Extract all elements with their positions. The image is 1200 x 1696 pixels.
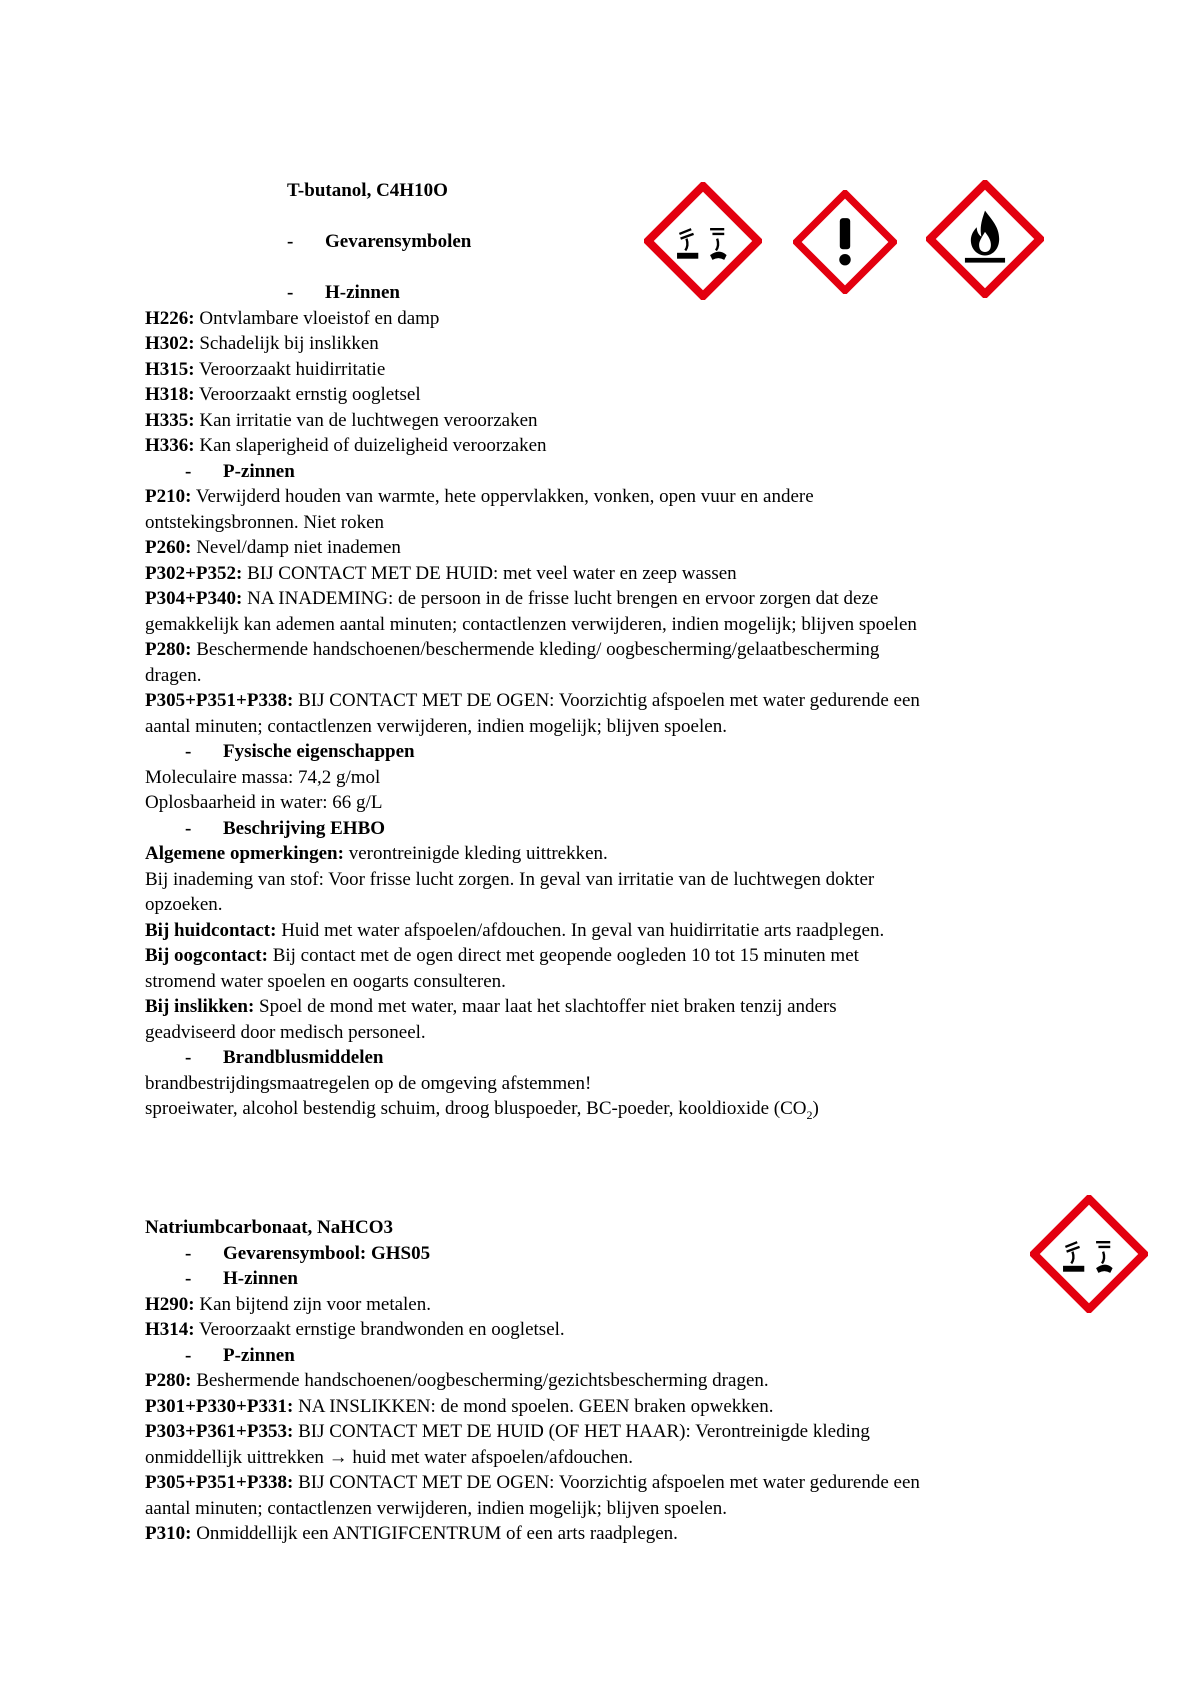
p-statement: P303+P361+P353: BIJ CONTACT MET DE HUID (OF HET HAAR): Verontreinigde kleding xyxy=(145,1421,870,1442)
p-statement: P305+P351+P338: BIJ CONTACT MET DE OGEN: Voorzichtig afspoelen met water gedurende een xyxy=(145,1472,920,1493)
arrow-right-icon: → xyxy=(328,1446,348,1468)
p-statement-cont: dragen. xyxy=(145,664,202,686)
section-natriumbcarbonaat xyxy=(145,1215,1085,1547)
bullet-heading-symbol: - Gevarensymbool: GHS05 xyxy=(185,1242,431,1264)
h-statement: H335: Kan irritatie van de luchtwegen veroorzaken xyxy=(145,409,538,431)
p-statement: P210: Verwijderd houden van warmte, hete oppervlakken, vonken, open vuur en andere xyxy=(145,486,814,507)
p-statement-cont: aantal minuten; contactlenzen verwijderen, indien mogelijk; blijven spoelen. xyxy=(145,1497,727,1519)
ehbo-inhalation-cont: opzoeken. xyxy=(145,894,223,915)
h-statement: H315: Veroorzaakt huidirritatie xyxy=(145,358,386,380)
p-statement: P280: Beschermende handschoenen/beschermende kleding/ oogbescherming/gelaatbescherming xyxy=(145,639,880,660)
ehbo-skin: Bij huidcontact: Huid met water afspoelen/afdouchen. In geval van huidirritatie arts raadplegen. xyxy=(145,919,885,941)
p-statement-cont: onmiddellijk uittrekken → huid met water afspoelen/afdouchen. xyxy=(145,1446,634,1468)
p-statement: P310: Onmiddellijk een ANTIGIFCENTRUM of een arts raadplegen. xyxy=(145,1523,678,1544)
fire-line: brandbestrijdingsmaatregelen op de omgeving afstemmen! xyxy=(145,1072,592,1094)
bullet-heading-h: - H-zinnen xyxy=(185,1268,298,1289)
p-statement-cont: aantal minuten; contactlenzen verwijderen, indien mogelijk; blijven spoelen. xyxy=(145,715,727,737)
h-statement: H336: Kan slaperigheid of duizeligheid veroorzaken xyxy=(145,435,547,456)
bullet-heading-physical: - Fysische eigenschappen xyxy=(185,741,415,762)
h-statement: H318: Veroorzaakt ernstig oogletsel xyxy=(145,384,421,405)
ehbo-swallow: Bij inslikken: Spoel de mond met water, maar laat het slachtoffer niet braken tenzij anders xyxy=(145,996,837,1017)
bullet-heading-symbols: - Gevarensymbolen xyxy=(287,231,472,252)
h-statement: H290: Kan bijtend zijn voor metalen. xyxy=(145,1293,431,1315)
bullet-heading-p: - P-zinnen xyxy=(185,460,295,482)
h-statement: H302: Schadelijk bij inslikken xyxy=(145,333,379,354)
bullet-heading-ehbo: - Beschrijving EHBO xyxy=(185,817,386,839)
p-statement: P305+P351+P338: BIJ CONTACT MET DE OGEN: Voorzichtig afspoelen met water gedurende een xyxy=(145,690,920,711)
p-statement: P280: Beshermende handschoenen/oogbescherming/gezichtsbescherming dragen. xyxy=(145,1370,769,1391)
bullet-heading-fire: - Brandblusmiddelen xyxy=(185,1047,384,1068)
property-line: Moleculaire massa: 74,2 g/mol xyxy=(145,766,381,788)
h-statement: H226: Ontvlambare vloeistof en damp xyxy=(145,307,440,329)
section-title: T-butanol, C4H10O xyxy=(287,180,448,201)
p-statement: P302+P352: BIJ CONTACT MET DE HUID: met veel water en zeep wassen xyxy=(145,562,737,584)
p-statement: P304+P340: NA INADEMING: de persoon in de frisse lucht brengen en ervoor zorgen dat deze xyxy=(145,588,879,609)
ehbo-swallow-cont: geadviseerd door medisch personeel. xyxy=(145,1021,426,1043)
ehbo-eye: Bij oogcontact: Bij contact met de ogen direct met geopende oogleden 10 tot 15 minuten met xyxy=(145,945,859,966)
fire-line: sproeiwater, alcohol bestendig schuim, droog bluspoeder, BC-poeder, kooldioxide $(CO_2)$ xyxy=(145,1098,819,1122)
ehbo-inhalation: Bij inademing van stof: Voor frisse lucht zorgen. In geval van irritatie van de luchtwegen dokter xyxy=(145,868,875,890)
section-t-butanol xyxy=(145,178,1085,1122)
ehbo-general: Algemene opmerkingen: verontreinigde kleding uittrekken. xyxy=(145,843,608,864)
p-statement: P260: Nevel/damp niet inademen xyxy=(145,537,401,558)
p-statement-cont: ontstekingsbronnen. Niet roken xyxy=(145,511,385,533)
p-statement-cont: gemakkelijk kan ademen aantal minuten; contactlenzen verwijderen, indien mogelijk; blijven spoelen xyxy=(145,613,917,635)
bullet-heading-h: - H-zinnen xyxy=(287,282,400,303)
section-title: Natriumbcarbonaat, NaHCO3 xyxy=(145,1217,394,1238)
ehbo-eye-cont: stromend water spoelen en oogarts consulteren. xyxy=(145,970,506,992)
h-statement: H314: Veroorzaakt ernstige brandwonden en oogletsel. xyxy=(145,1319,565,1340)
p-statement: P301+P330+P331: NA INSLIKKEN: de mond spoelen. GEEN braken opwekken. xyxy=(145,1395,774,1417)
bullet-heading-p: - P-zinnen xyxy=(185,1344,295,1366)
property-line: Oplosbaarheid in water: 66 g/L xyxy=(145,792,383,813)
